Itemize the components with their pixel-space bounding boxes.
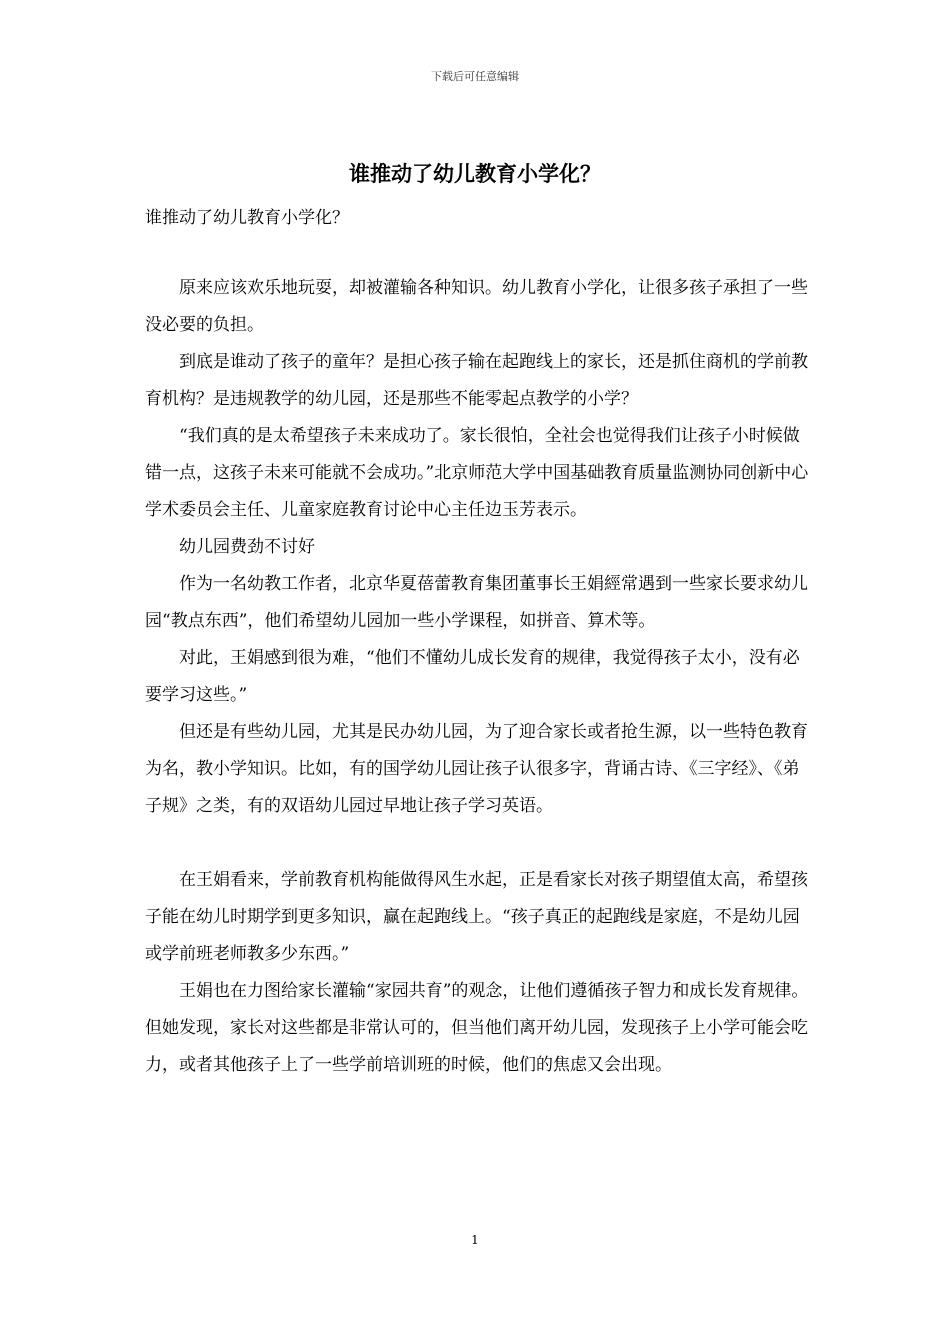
paragraph: 原来应该欢乐地玩耍，却被灌输各种知识。幼儿教育小学化，让很多孩子承担了一些没必要的负担。 [145,278,808,335]
paragraph: 到底是谁动了孩子的童年？是担心孩子输在起跑线上的家长，还是抓住商机的学前教育机构？是违规教学的幼儿园，还是那些不能零起点教学的小学？ [145,352,808,409]
document-body [145,270,813,1084]
page-number: 1 [471,1233,479,1247]
document-title: 谁推动了幼儿教育小学化？ [349,161,601,186]
page-header: 下载后可任意编辑 [431,70,519,83]
section-heading: 幼儿园费劲不讨好 [179,537,315,557]
paragraph: 对此，王娟感到很为难，“他们不懂幼儿成长发育的规律，我觉得孩子太小，没有必要学习这些。” [145,648,800,705]
paragraph: 王娟也在力图给家长灌输“家园共育”的观念，让他们遵循孩子智力和成长发育规律。但她发现，家长对这些都是非常认可的，但当他们离开幼儿园，发现孩子上小学可能会吃力，或者其他孩子上了一些学前培训班的时候，他们的焦虑又会出现。 [145,981,809,1075]
paragraph: 但还是有些幼儿园，尤其是民办幼儿园，为了迎合家长或者抢生源，以一些特色教育为名，教小学知识。比如，有的国学幼儿园让孩子认很多字，背诵古诗、《三字经》、《弟子规》之类，有的双语幼儿园过早地让孩子学习英语。 [145,722,808,816]
paragraph: 在王娟看来，学前教育机构能做得风生水起，正是看家长对孩子期望值太高，希望孩子能在幼儿时期学到更多知识，赢在起跑线上。“孩子真正的起跑线是家庭，不是幼儿园或学前班老师教多少东西。” [145,870,808,964]
paragraph: 作为一名幼教工作者，北京华夏蓓蕾教育集团董事长王娟經常遇到一些家长要求幼儿园“教点东西”，他们希望幼儿园加一些小学课程，如拼音、算术等。 [145,574,808,631]
paragraph-spacer [145,825,813,862]
paragraph: “我们真的是太希望孩子未来成功了。家长很怕，全社会也觉得我们让孩子小时候做错一点，这孩子未来可能就不会成功。”北京师范大学中国基础教育质量监测协同创新中心学术委员会主任、儿童家庭教育讨论中心主任边玉芳表示。 [145,426,809,520]
document-subtitle: 谁推动了幼儿教育小学化？ [145,208,349,228]
